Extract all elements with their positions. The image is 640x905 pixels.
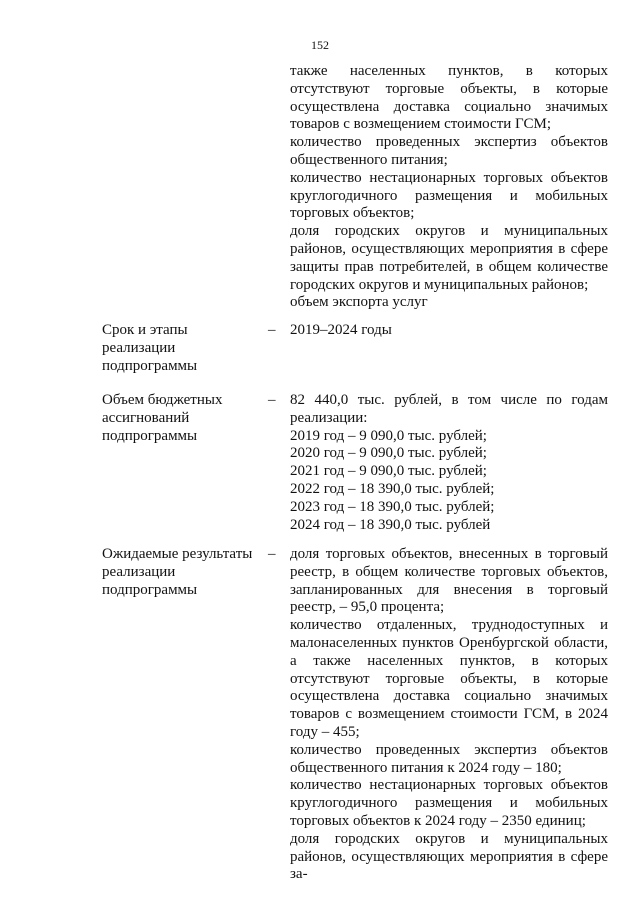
dash: – [268,392,276,408]
top-text-block [290,63,608,312]
label-line: подпрограммы [102,581,198,598]
value-paragraph: 2023 год – 18 390,0 тыс. рублей; [290,498,495,515]
label-terms [102,322,267,375]
top-paragraph-2: количество проведенных экспертиз объектов общественного питания; [290,134,608,168]
label-line: Ожидаемые результаты [102,546,253,562]
top-paragraph-3: количество нестационарных торговых объектов круглогодичного размещения и мобильных торговых объектов; [290,169,608,222]
value-terms [290,322,608,340]
label-line: подпрограммы [102,357,198,374]
top-paragraph-1: также населенных пунктов, в которых отсутствуют торговые объекты, в которые осуществлена доставка социально значимых товаров с возмещением стоимости ГСМ; [290,63,608,133]
label-line: подпрограммы [102,427,198,444]
value-results [290,546,608,884]
value-paragraph: 2019–2024 годы [290,322,392,338]
value-paragraph: доля городских округов и муниципальных районов, осуществляющих мероприятия в сфере за- [290,830,608,883]
label-line: Объем бюджетных [102,392,223,408]
label-line: ассигнований [102,409,190,426]
label-results [102,546,267,599]
label-line: реализации [102,563,176,580]
page-number: 152 [311,38,329,52]
value-paragraph: 2019 год – 9 090,0 тыс. рублей; [290,427,487,444]
top-paragraph-5: объем экспорта услуг [290,294,428,311]
dash: – [268,546,276,562]
label-line: Срок и этапы [102,322,188,338]
value-paragraph: 82 440,0 тыс. рублей, в том числе по годам реализации: [290,392,608,426]
label-line: реализации [102,339,176,356]
value-paragraph: количество нестационарных торговых объектов круглогодичного размещения и мобильных торговых объектов к 2024 году – 2350 единиц; [290,777,608,829]
value-budget [290,392,608,534]
value-paragraph: 2024 год – 18 390,0 тыс. рублей [290,516,491,533]
value-paragraph: доля торговых объектов, внесенных в торговый реестр, в общем количестве торговых объектов, запланированных для внесения в торговый реестр, – 95,0 процента; [290,546,608,616]
value-paragraph: количество проведенных экспертиз объектов общественного питания к 2024 году – 180; [290,741,608,776]
label-budget [102,392,267,445]
value-paragraph: 2022 год – 18 390,0 тыс. рублей; [290,480,495,497]
value-paragraph: 2020 год – 9 090,0 тыс. рублей; [290,445,487,462]
dash: – [268,322,276,338]
value-paragraph: 2021 год – 9 090,0 тыс. рублей; [290,463,487,480]
top-paragraph-4: доля городских округов и муниципальных районов, осуществляющих мероприятия в сфере защиты прав потребителей, в общем количестве городских округов и муниципальных районов; [290,223,608,293]
value-paragraph: количество отдаленных, труднодоступных и малонаселенных пунктов Оренбургской области, а также населенных пунктов, в которых отсутствуют торговые объекты, в которые осуществлена доставка социально значимых товаров с возмещением стоимости ГСМ, в 2024 году – 455; [290,617,608,740]
